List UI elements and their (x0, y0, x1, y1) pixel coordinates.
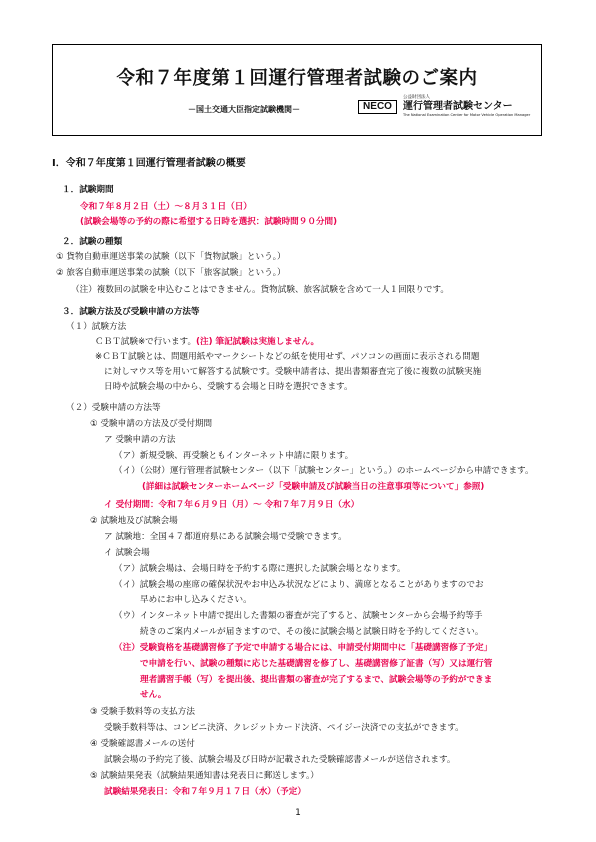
application-period: イ 受付期間：令和７年６月９日（月）～ 令和７年７月９日（水） (104, 500, 360, 510)
venue-location: ア 試験地：全国４７都道府県にある試験会場で受験できます。 (104, 532, 347, 542)
org-name: 運行管理者試験センター (403, 101, 513, 112)
neco-logo: NECO (358, 100, 397, 114)
fee-text: 受験手数料等は、コンビニ決済、クレジットカード決済、ペイジー決済での支払ができます。 (104, 723, 464, 733)
venue-item-a: （ア）試験会場は、会場日時を予約する際に選択した試験会場となります。 (114, 564, 406, 574)
test-method-warning: (注) 筆記試験は実施しません。 (196, 337, 320, 347)
fee-heading: ③ 受験手数料等の支払方法 (90, 707, 195, 717)
application-heading: （２）受験申請の方法等 (66, 403, 161, 413)
cbt-note-1: ※ＣＢＴ試験とは、問題用紙やマークシートなどの紙を使用せず、パソコンの画面に表示される問題 (95, 352, 480, 362)
test-method-text: ＣＢＴ試験※で行います。(注) 筆記試験は実施しません。 (95, 337, 320, 347)
test-method-heading: （１）試験方法 (66, 322, 127, 332)
venue-warning-4: せん。 (140, 690, 167, 700)
page-number: 1 (295, 808, 301, 818)
application-item-i: （イ）（公財）運行管理者試験センター（以下「試験センター」という。）のホームページから申請できます。 (114, 466, 534, 476)
venue-item-u-1: （ウ）インターネット申請で提出した書類の審査が完了すると、試験センターから会場予約等手 (114, 611, 483, 621)
title-box (52, 44, 542, 136)
venue-warning-2: で申請を行い、試験の種類に応じた基礎講習を修了し、基礎講習修了証書（写）又は運行管 (140, 659, 493, 669)
application-detail-note: (詳細は試験センターホームページ「受験申請及び試験当日の注意事項等について」参照) (142, 482, 485, 492)
confirmation-text: 試験会場の予約完了後、試験会場及び日時が記載された受験確認書メールが送信されます。 (104, 755, 456, 765)
venue-warning-1: （注）受験資格を基礎講習修了予定で申請する場合には、申請受付期間中に「基礎講習修了予定」 (114, 643, 493, 653)
venue-item-i-2: 早めにお申し込みください。 (140, 595, 252, 605)
org-small: 公益財団法人 (403, 95, 430, 100)
exam-period-note: (試験会場等の予約の際に希望する日時を選択：試験時間９０分間) (80, 217, 338, 227)
method-heading: ３．試験方法及び受験申請の方法等 (62, 307, 200, 317)
venue-subheading: イ 試験会場 (104, 548, 150, 558)
cbt-note-2: に対しマウス等を用いて解答する試験です。受験申請者は、提出書類審査完了後に複数の試験実施 (104, 367, 482, 377)
results-heading: ⑤ 試験結果発表（試験結果通知書は発表日に郵送します。） (90, 771, 319, 781)
subtitle: －国土交通大臣指定試験機関－ (188, 105, 300, 114)
exam-period: 令和７年８月２日（土）～８月３１日（日） (80, 202, 252, 212)
venue-item-i-1: （イ）試験会場の座席の確保状況やお申込み状況などにより、満席となることがありますのでお (114, 580, 484, 590)
venue-warning-3: 理者講習手帳（写）を提出後、提出書類の審査が完了するまで、試験会場等の予約ができま (140, 675, 493, 685)
exam-type-heading: ２．試験の種類 (62, 237, 123, 247)
application-period-heading: ① 受験申請の方法及び受付期間 (90, 419, 213, 429)
application-method-heading: ア 受験申請の方法 (104, 435, 176, 445)
venue-heading: ② 試験地及び試験会場 (90, 516, 178, 526)
application-item-a: （ア）新規受験、再受験ともインターネット申請に限ります。 (114, 451, 354, 461)
cbt-note-3: 日時や試験会場の中から、受験する会場と日時を選択できます。 (104, 382, 353, 392)
org-english: The National Examination Center for Motor Vehicle Operation Manager (403, 113, 531, 117)
confirmation-heading: ④ 受験確認書メールの送付 (90, 739, 195, 749)
exam-period-heading: １．試験期間 (62, 185, 114, 195)
exam-type-cargo: ① 貨物自動車運送事業の試験（以下「貨物試験」という。） (56, 252, 286, 262)
exam-type-note: （注）複数回の試験を申込むことはできません。貨物試験、旅客試験を含めて一人１回限りです。 (71, 285, 449, 295)
page-title: 令和７年度第１回運行管理者試験のご案内 (116, 68, 478, 89)
exam-type-passenger: ② 旅客自動車運送事業の試験（以下「旅客試験」という。） (56, 268, 286, 278)
venue-item-u-2: 続きのご案内メールが届きますので、その後に試験会場と試験日時を予約してください。 (140, 627, 484, 637)
section-1-heading: Ⅰ．令和７年度第１回運行管理者試験の概要 (52, 158, 246, 169)
org-logo (403, 95, 530, 118)
results-date: 試験結果発表日：令和７年９月１７日（水）（予定） (104, 787, 306, 797)
